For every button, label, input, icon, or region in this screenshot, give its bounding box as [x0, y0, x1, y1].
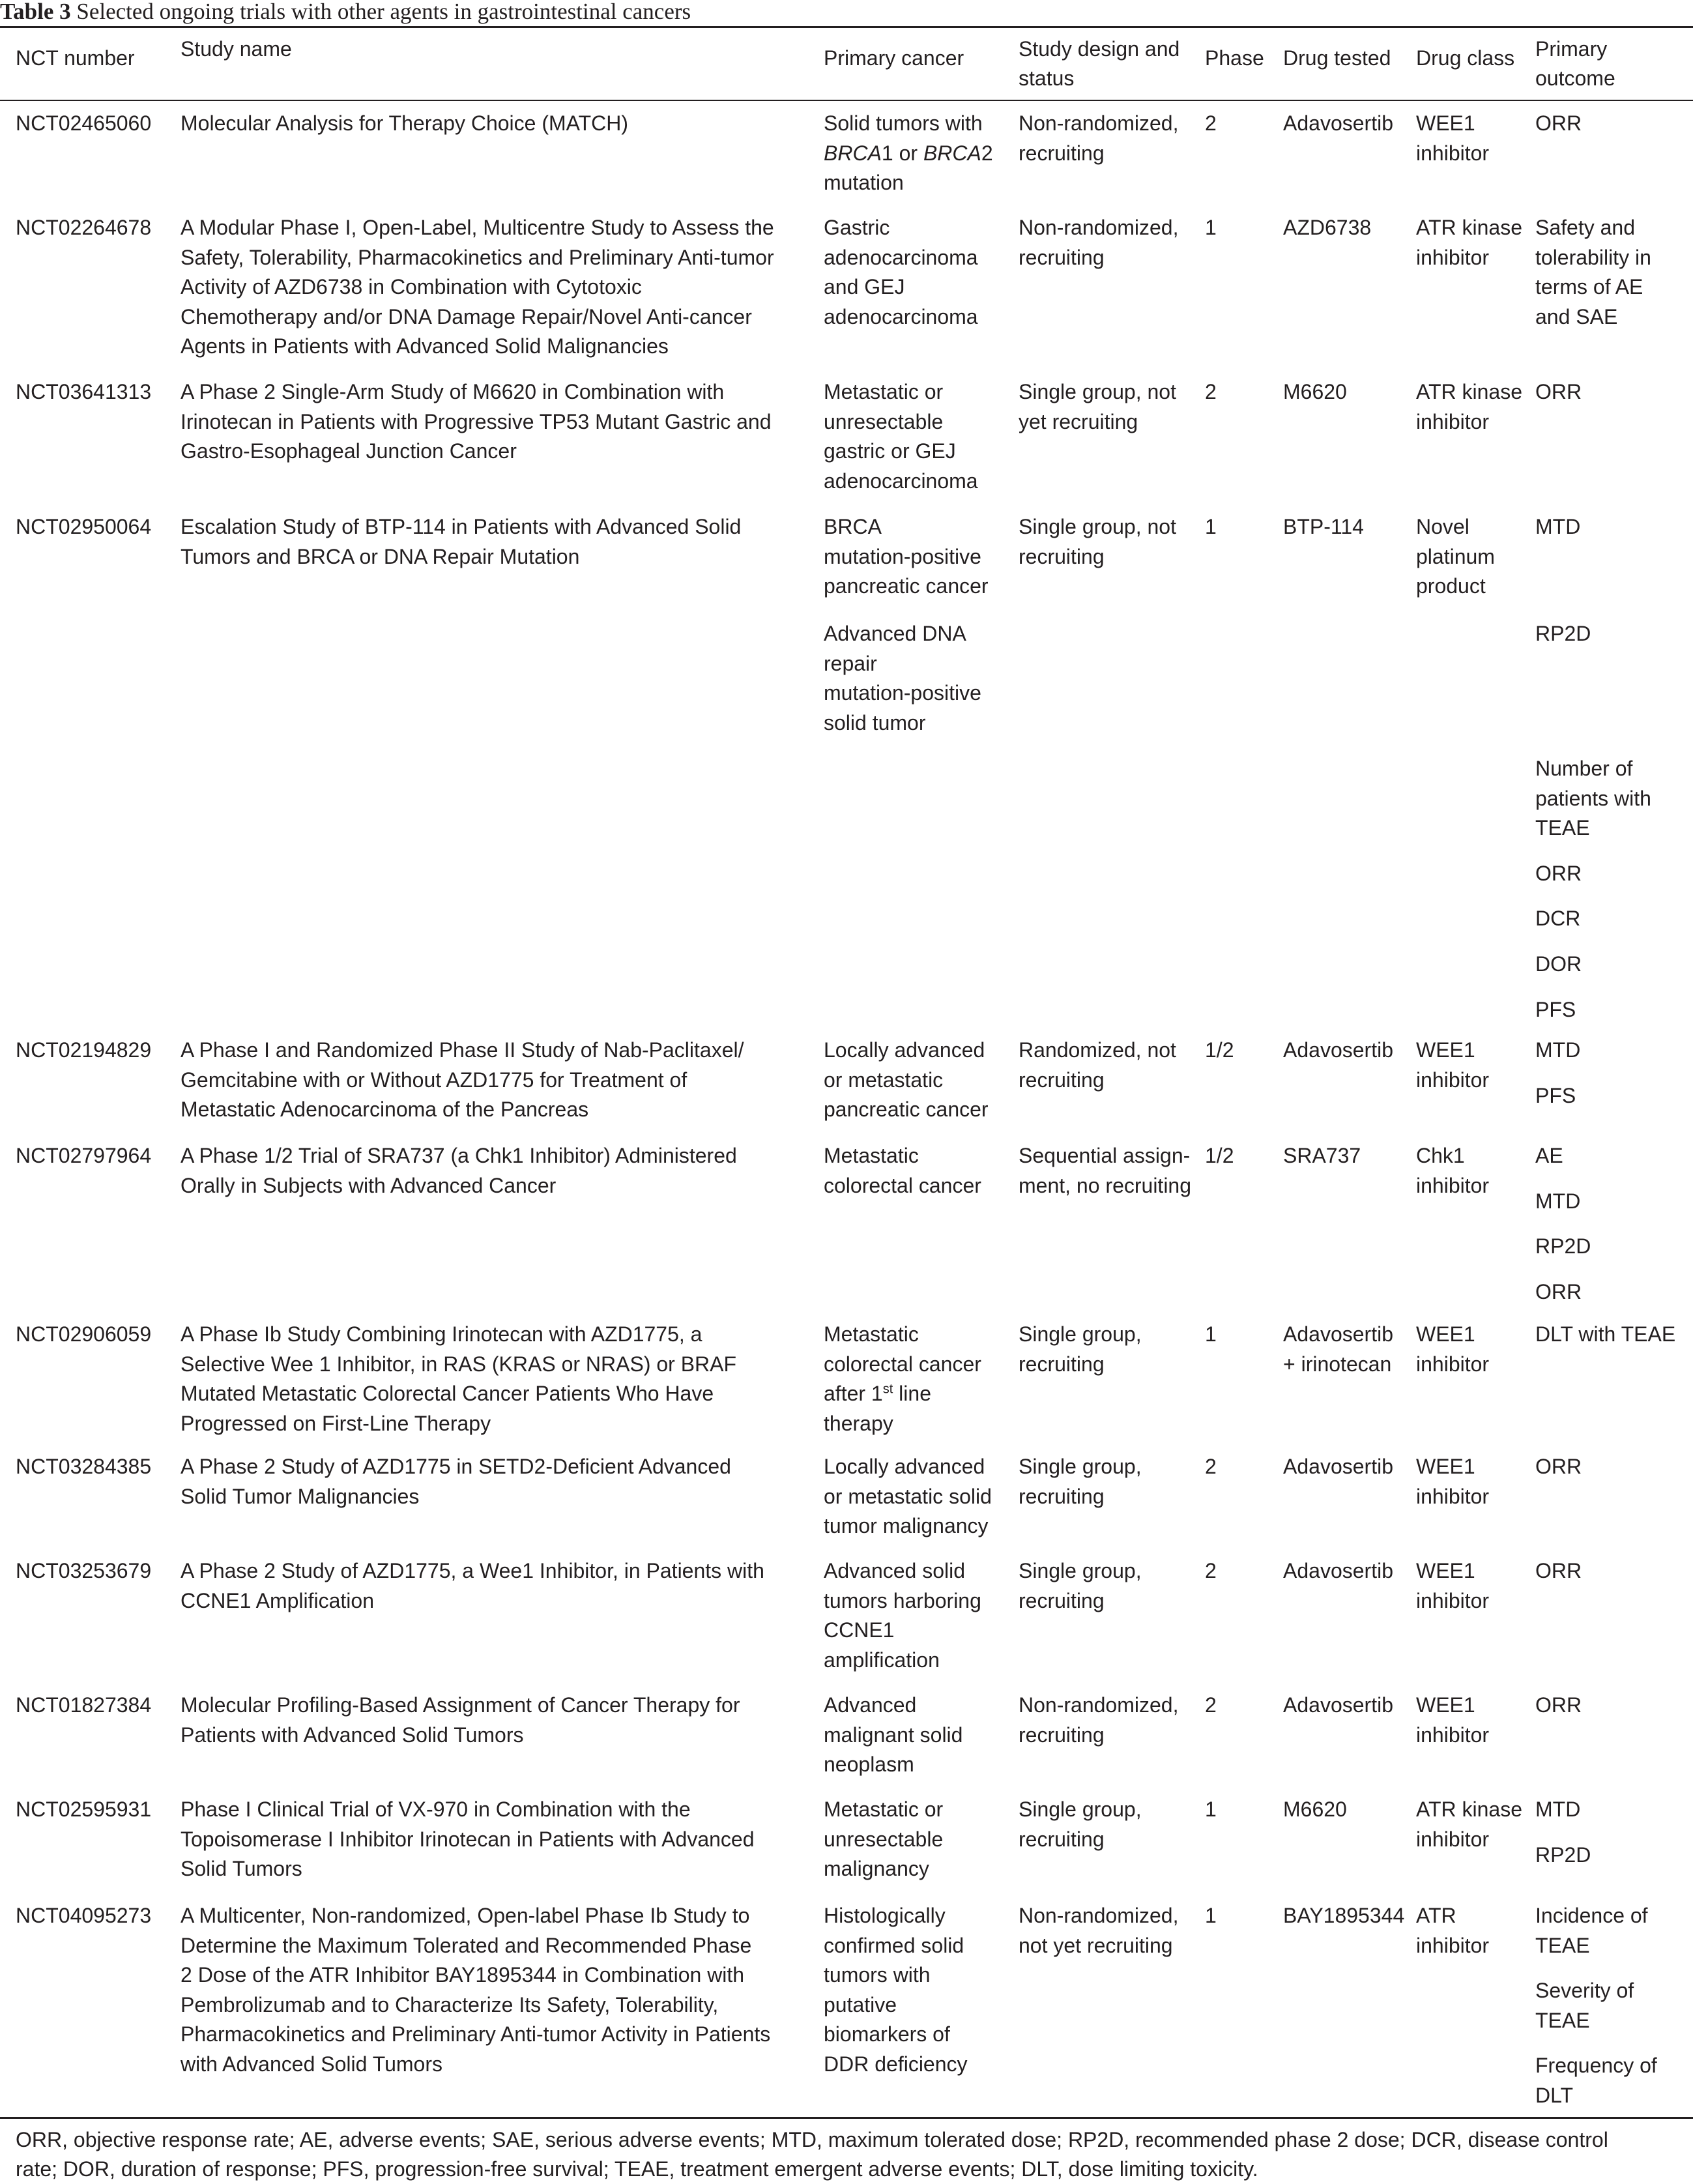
drug-tested-cell: Adavosertib + irinotecan	[1283, 1322, 1393, 1376]
primary-outcome-cell: Frequency of DLT	[1535, 2054, 1657, 2107]
drug-tested-cell: Adavosertib	[1283, 1693, 1393, 1717]
primary-outcome-cell: ORR	[1535, 111, 1582, 135]
drug-class-cell: WEE1 inhibitor	[1416, 1455, 1490, 1508]
primary-cancer-cell: Histologically confirmed solid tumors with putative biomarkers of DDR deficiency	[824, 1904, 968, 2076]
primary-outcome-cell: DLT with TEAE	[1535, 1322, 1676, 1346]
drug-tested-cell: AZD6738	[1283, 216, 1372, 239]
study-design-cell: Non-randomized, recruiting	[1019, 216, 1179, 269]
nct-number-cell: NCT02906059	[16, 1322, 152, 1346]
nct-number-cell: NCT01827384	[16, 1693, 152, 1717]
study-design-cell: Single group, recruiting	[1019, 1322, 1142, 1376]
drug-class-cell: ATR inhibitor	[1416, 1904, 1490, 1957]
column-header-nct-number: NCT number	[16, 46, 135, 70]
primary-outcome-cell: MTD	[1535, 515, 1581, 538]
primary-cancer-cell: Gastric adenocarcinoma and GEJ adenocarcinoma	[824, 216, 978, 328]
drug-class-cell: ATR kinase inhibitor	[1416, 1798, 1523, 1851]
nct-number-cell: NCT02194829	[16, 1038, 152, 1062]
primary-outcome-cell: MTD	[1535, 1189, 1581, 1213]
study-design-cell: Single group, not recruiting	[1019, 515, 1176, 568]
drug-class-cell: ATR kinase inhibitor	[1416, 380, 1523, 433]
phase-cell: 1	[1205, 1798, 1217, 1821]
drug-tested-cell: SRA737	[1283, 1144, 1361, 1167]
primary-outcome-cell: RP2D	[1535, 1234, 1591, 1259]
column-header-drug-tested: Drug tested	[1283, 46, 1391, 70]
study-name-cell: A Phase Ib Study Combining Irinotecan with AZD1775, a Selective Wee 1 Inhibitor, in RAS (KRAS or NRAS) or BRAF Mutated Metastatic Colorectal Cancer Patients Who Have Progressed on First-Line Therapy	[181, 1322, 737, 1435]
study-name-cell: A Phase 1/2 Trial of SRA737 (a Chk1 Inhibitor) Administered Orally in Subjects with Advanced Cancer	[181, 1144, 737, 1197]
phase-cell: 2	[1205, 111, 1217, 135]
nct-number-cell: NCT04095273	[16, 1904, 152, 1927]
study-design-cell: Randomized, not recruiting	[1019, 1038, 1176, 1092]
drug-tested-cell: Adavosertib	[1283, 1455, 1393, 1478]
study-design-cell: Non-randomized, recruiting	[1019, 111, 1179, 165]
nct-number-cell: NCT02950064	[16, 515, 152, 538]
drug-tested-cell: BAY1895344	[1283, 1904, 1405, 1927]
nct-number-cell: NCT03641313	[16, 380, 152, 403]
primary-outcome-cell: MTD	[1535, 1798, 1581, 1821]
primary-outcome-cell: AE	[1535, 1144, 1563, 1167]
phase-cell: 2	[1205, 1559, 1217, 1582]
primary-outcome-cell: ORR	[1535, 380, 1582, 403]
primary-outcome-cell: ORR	[1535, 1693, 1582, 1717]
column-header-primary-outcome: Primary outcome	[1535, 37, 1615, 90]
drug-class-cell: WEE1 inhibitor	[1416, 1038, 1490, 1092]
study-name-cell: Escalation Study of BTP-114 in Patients with Advanced Solid Tumors and BRCA or DNA Repair Mutation	[181, 515, 742, 568]
column-header-phase: Phase	[1205, 46, 1264, 70]
nct-number-cell: NCT02264678	[16, 216, 152, 239]
study-design-cell: Non-randomized, recruiting	[1019, 1693, 1179, 1747]
primary-cancer-cell: BRCA mutation-positive pancreatic cancer	[824, 515, 989, 598]
primary-outcome-cell: ORR	[1535, 1559, 1582, 1582]
study-design-cell: Sequential assign- ment, no recruiting	[1019, 1144, 1192, 1197]
phase-cell: 2	[1205, 380, 1217, 403]
primary-outcome-cell: PFS	[1535, 997, 1576, 1021]
phase-cell: 1	[1205, 216, 1217, 239]
primary-cancer-cell: Advanced DNA repair mutation-positive solid tumor	[824, 622, 981, 735]
primary-cancer-cell: Locally advanced or metastatic solid tumor malignancy	[824, 1455, 992, 1538]
phase-cell: 1	[1205, 1904, 1217, 1927]
primary-outcome-cell: DCR	[1535, 907, 1581, 931]
primary-cancer-cell: Solid tumors with BRCA1 or BRCA2 mutation	[824, 111, 993, 195]
primary-cancer-cell: Advanced malignant solid neoplasm	[824, 1693, 963, 1777]
table-footnote	[16, 2125, 1608, 2184]
drug-tested-cell: M6620	[1283, 380, 1347, 403]
primary-outcome-cell: ORR	[1535, 1455, 1582, 1478]
primary-outcome-cell: PFS	[1535, 1083, 1576, 1107]
drug-class-cell: Chk1 inhibitor	[1416, 1144, 1490, 1197]
study-design-cell: Single group, not yet recruiting	[1019, 380, 1176, 433]
drug-tested-cell: Adavosertib	[1283, 111, 1393, 135]
study-name-cell: Phase I Clinical Trial of VX-970 in Combination with the Topoisomerase I Inhibitor Irinotecan in Patients with Advanced Solid Tumors	[181, 1798, 755, 1881]
nct-number-cell: NCT02595931	[16, 1798, 152, 1821]
table-caption-text: Selected ongoing trials with other agents in gastrointestinal cancers	[70, 0, 691, 24]
table-caption	[0, 0, 691, 23]
drug-tested-cell: Adavosertib	[1283, 1038, 1393, 1062]
footnote-line-1: ORR, objective response rate; AE, adverse events; SAE, serious adverse events; MTD, maximum tolerated dose; RP2D, recommended phase 2 dose; DCR, disease control	[16, 2128, 1608, 2151]
primary-outcome-cell: Safety and tolerability in terms of AE and SAE	[1535, 216, 1651, 328]
primary-outcome-cell: ORR	[1535, 1279, 1582, 1303]
drug-tested-cell: BTP-114	[1283, 515, 1364, 538]
drug-class-cell: ATR kinase inhibitor	[1416, 216, 1523, 269]
drug-class-cell: WEE1 inhibitor	[1416, 1559, 1490, 1612]
nct-number-cell: NCT03253679	[16, 1559, 152, 1582]
primary-outcome-cell: Incidence of TEAE	[1535, 1904, 1648, 1957]
drug-class-cell: WEE1 inhibitor	[1416, 1322, 1490, 1376]
phase-cell: 1/2	[1205, 1144, 1234, 1167]
primary-outcome-cell: DOR	[1535, 952, 1582, 976]
primary-cancer-cell: Locally advanced or metastatic pancreatic cancer	[824, 1038, 989, 1122]
column-header-drug-class: Drug class	[1416, 46, 1515, 70]
phase-cell: 1	[1205, 1322, 1217, 1346]
table-caption-label: Table 3	[0, 0, 71, 24]
drug-class-cell: WEE1 inhibitor	[1416, 1693, 1490, 1747]
column-header-primary-cancer: Primary cancer	[824, 46, 964, 70]
nct-number-cell: NCT02465060	[16, 111, 152, 135]
phase-cell: 2	[1205, 1455, 1217, 1478]
drug-tested-cell: Adavosertib	[1283, 1559, 1393, 1582]
primary-cancer-cell: Metastatic or unresectable gastric or GEJ adenocarcinoma	[824, 380, 978, 493]
primary-cancer-cell: Metastatic colorectal cancer	[824, 1144, 981, 1197]
drug-tested-cell: M6620	[1283, 1798, 1347, 1821]
study-name-cell: Molecular Analysis for Therapy Choice (MATCH)	[181, 111, 629, 135]
study-name-cell: A Phase 2 Study of AZD1775, a Wee1 Inhibitor, in Patients with CCNE1 Amplification	[181, 1559, 764, 1612]
study-name-cell: A Phase I and Randomized Phase II Study of Nab-Paclitaxel/ Gemcitabine with or Without AZD1775 for Treatment of Metastatic Adenocarcinoma of the Pancreas	[181, 1038, 744, 1122]
primary-cancer-cell: Metastatic or unresectable malignancy	[824, 1798, 944, 1881]
study-design-cell: Single group, recruiting	[1019, 1455, 1142, 1508]
primary-outcome-cell: RP2D	[1535, 622, 1591, 645]
primary-outcome-cell: Number of patients with TEAE	[1535, 757, 1651, 840]
primary-outcome-cell: MTD	[1535, 1038, 1581, 1062]
primary-outcome-cell: ORR	[1535, 861, 1582, 885]
table-bottom-rule	[0, 2117, 1693, 2119]
drug-class-cell: Novel platinum product	[1416, 515, 1495, 598]
primary-cancer-cell: Advanced solid tumors harboring CCNE1 amplification	[824, 1559, 981, 1672]
study-name-cell: A Phase 2 Study of AZD1775 in SETD2-Deficient Advanced Solid Tumor Malignancies	[181, 1455, 731, 1508]
study-name-cell: A Phase 2 Single-Arm Study of M6620 in Combination with Irinotecan in Patients with Progressive TP53 Mutant Gastric and Gastro-Esophageal Junction Cancer	[181, 380, 772, 463]
nct-number-cell: NCT03284385	[16, 1455, 152, 1478]
study-design-cell: Non-randomized, not yet recruiting	[1019, 1904, 1179, 1957]
phase-cell: 1/2	[1205, 1038, 1234, 1062]
primary-outcome-cell: RP2D	[1535, 1842, 1591, 1867]
study-design-cell: Single group, recruiting	[1019, 1798, 1142, 1851]
header-bottom-rule	[0, 100, 1693, 101]
column-header-study-design: Study design and status	[1019, 37, 1180, 90]
table-top-rule	[0, 26, 1693, 28]
footnote-line-2: rate; DOR, duration of response; PFS, progression-free survival; TEAE, treatment emergent adverse events; DLT, dose limiting toxicity.	[16, 2157, 1258, 2181]
column-header-study-name: Study name	[181, 37, 292, 61]
primary-outcome-cell: Severity of TEAE	[1535, 1979, 1634, 2032]
study-name-cell: A Modular Phase I, Open-Label, Multicentre Study to Assess the Safety, Tolerability, Pharmacokinetics and Preliminary Anti-tumor Activity of AZD6738 in Combination with Cytotoxic Chemotherapy and/or DNA Damage Repair/Novel Anti-cancer Agents in Patients with Advanced Solid Malignancies	[181, 216, 774, 358]
phase-cell: 1	[1205, 515, 1217, 538]
phase-cell: 2	[1205, 1693, 1217, 1717]
study-name-cell: A Multicenter, Non-randomized, Open-label Phase Ib Study to Determine the Maximum Tolerated and Recommended Phase 2 Dose of the ATR Inhibitor BAY1895344 in Combination with Pembrolizumab and to Characterize Its Safety, Tolerability, Pharmacokinetics and Preliminary Anti-tumor Activity in Patients with Advanced Solid Tumors	[181, 1904, 771, 2076]
study-name-cell: Molecular Profiling-Based Assignment of Cancer Therapy for Patients with Advanced Solid Tumors	[181, 1693, 740, 1747]
study-design-cell: Single group, recruiting	[1019, 1559, 1142, 1612]
primary-cancer-cell: Metastatic colorectal cancer after 1st line therapy	[824, 1322, 981, 1435]
nct-number-cell: NCT02797964	[16, 1144, 152, 1167]
drug-class-cell: WEE1 inhibitor	[1416, 111, 1490, 165]
